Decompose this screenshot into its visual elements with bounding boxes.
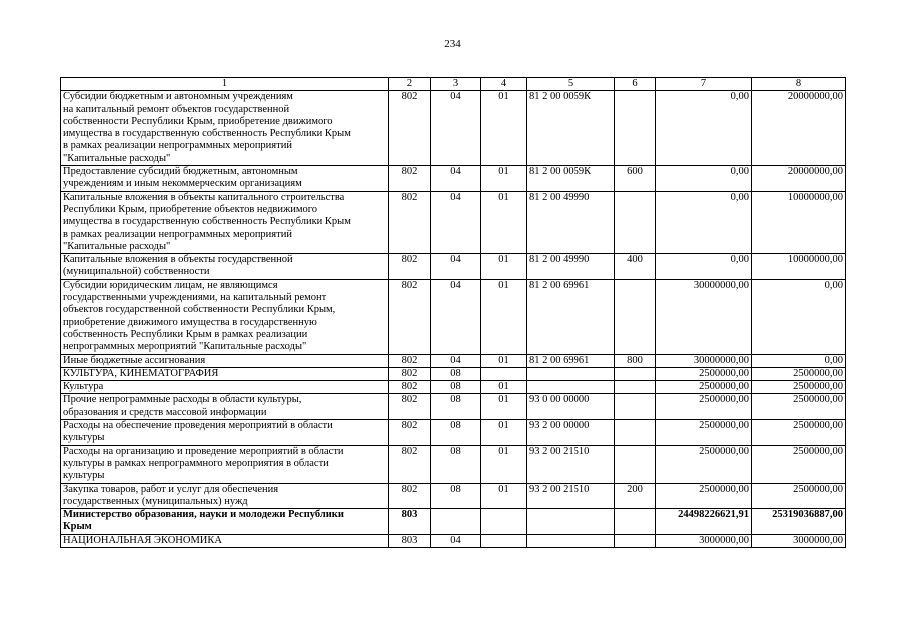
row-section: 04 [431,254,481,280]
row-ministry-code: 802 [389,191,431,253]
row-amount-col7: 30000000,00 [656,354,752,367]
row-target-article [527,367,615,380]
row-subsection: 01 [481,483,527,509]
header-cell: 4 [481,78,527,91]
row-expense-type: 400 [615,254,656,280]
row-amount-col8: 20000000,00 [752,91,846,166]
row-amount-col8: 2500000,00 [752,394,846,420]
row-subsection: 01 [481,420,527,446]
row-amount-col8: 10000000,00 [752,191,846,253]
row-target-article: 81 2 00 69961 [527,354,615,367]
row-name: Закупка товаров, работ и услуг для обеспечения государственных (муниципальных) нужд [61,483,389,509]
table-row [61,394,846,420]
row-amount-col7: 0,00 [656,254,752,280]
row-target-article: 81 2 00 0059К [527,166,615,192]
row-amount-col8: 20000000,00 [752,166,846,192]
row-amount-col8: 2500000,00 [752,420,846,446]
row-amount-col8: 0,00 [752,279,846,354]
row-target-article [527,381,615,394]
row-ministry-code: 802 [389,483,431,509]
row-expense-type [615,394,656,420]
row-target-article: 93 2 00 21510 [527,445,615,483]
row-name: Капитальные вложения в объекты государственной (муниципальной) собственности [61,254,389,280]
row-subsection: 01 [481,254,527,280]
budget-table [60,77,846,548]
row-amount-col8: 25319036887,00 [752,509,846,535]
row-expense-type [615,381,656,394]
row-name: Прочие непрограммные расходы в области культуры, образования и средств массовой информации [61,394,389,420]
row-name: КУЛЬТУРА, КИНЕМАТОГРАФИЯ [61,367,389,380]
row-name: Субсидии бюджетным и автономным учреждениям на капитальный ремонт объектов государственной собственности Республики Крым, приобретение движимого имущества в государственную собственность Республики Крым в рамках реализации непрограммных мероприятий "Капитальные расходы" [61,91,389,166]
row-subsection [481,367,527,380]
row-section: 08 [431,420,481,446]
row-amount-col8: 0,00 [752,354,846,367]
row-target-article: 81 2 00 69961 [527,279,615,354]
row-section: 08 [431,381,481,394]
header-row [61,78,846,91]
row-ministry-code: 803 [389,509,431,535]
row-expense-type [615,420,656,446]
row-section: 04 [431,534,481,547]
row-amount-col7: 2500000,00 [656,483,752,509]
row-amount-col8: 2500000,00 [752,445,846,483]
row-amount-col7: 0,00 [656,191,752,253]
row-amount-col7: 0,00 [656,91,752,166]
row-name: Субсидии юридическим лицам, не являющимся государственными учреждениями, на капитальный ремонт объектов государственной собственности Республики Крым, приобретение движимого имущества в государственную собственность Республики Крым в рамках реализации непрограммных мероприятий "Капитальные расходы" [61,279,389,354]
table-row [61,254,846,280]
header-cell: 7 [656,78,752,91]
row-ministry-code: 802 [389,166,431,192]
row-name: Предоставление субсидий бюджетным, автономным учреждениям и иным некоммерческим организациям [61,166,389,192]
row-section: 08 [431,367,481,380]
row-ministry-code: 802 [389,279,431,354]
row-section: 04 [431,191,481,253]
row-expense-type [615,509,656,535]
row-subsection: 01 [481,191,527,253]
table-row [61,367,846,380]
row-target-article [527,534,615,547]
row-expense-type: 800 [615,354,656,367]
row-section: 08 [431,394,481,420]
row-amount-col8: 3000000,00 [752,534,846,547]
header-cell: 1 [61,78,389,91]
table-row [61,91,846,166]
row-subsection: 01 [481,381,527,394]
table-row [61,381,846,394]
row-target-article: 93 2 00 21510 [527,483,615,509]
row-subsection [481,509,527,535]
row-target-article: 81 2 00 49990 [527,191,615,253]
row-name: Расходы на обеспечение проведения мероприятий в области культуры [61,420,389,446]
row-amount-col7: 2500000,00 [656,394,752,420]
row-target-article: 93 2 00 00000 [527,420,615,446]
row-amount-col7: 2500000,00 [656,367,752,380]
row-expense-type [615,534,656,547]
table-row [61,279,846,354]
row-amount-col7: 24498226621,91 [656,509,752,535]
table-row [61,166,846,192]
row-ministry-code: 803 [389,534,431,547]
row-expense-type: 200 [615,483,656,509]
row-section: 04 [431,279,481,354]
row-subsection [481,534,527,547]
row-target-article: 81 2 00 0059К [527,91,615,166]
row-subsection: 01 [481,166,527,192]
row-section: 08 [431,445,481,483]
page-number: 234 [444,38,461,50]
table-row [61,445,846,483]
row-ministry-code: 802 [389,420,431,446]
header-cell: 8 [752,78,846,91]
header-cell: 6 [615,78,656,91]
row-section [431,509,481,535]
row-ministry-code: 802 [389,91,431,166]
header-cell: 5 [527,78,615,91]
row-amount-col7: 3000000,00 [656,534,752,547]
row-target-article: 93 0 00 00000 [527,394,615,420]
row-expense-type: 600 [615,166,656,192]
row-amount-col8: 2500000,00 [752,381,846,394]
row-expense-type [615,191,656,253]
row-section: 04 [431,166,481,192]
row-amount-col8: 10000000,00 [752,254,846,280]
row-amount-col7: 0,00 [656,166,752,192]
row-name: Расходы на организацию и проведение мероприятий в области культуры в рамках непрограммного мероприятия в области культуры [61,445,389,483]
row-expense-type [615,91,656,166]
row-subsection: 01 [481,279,527,354]
row-name: Капитальные вложения в объекты капитального строительства Республики Крым, приобретение объектов недвижимого имущества в государственную собственность Республики Крым в рамках реализации непрограммных мероприятий "Капитальные расходы" [61,191,389,253]
row-ministry-code: 802 [389,254,431,280]
row-subsection: 01 [481,354,527,367]
row-ministry-code: 802 [389,367,431,380]
row-ministry-code: 802 [389,354,431,367]
table-row [61,509,846,535]
row-ministry-code: 802 [389,381,431,394]
row-ministry-code: 802 [389,445,431,483]
row-amount-col7: 30000000,00 [656,279,752,354]
table-row [61,420,846,446]
table-row [61,354,846,367]
row-name: Культура [61,381,389,394]
table-row [61,534,846,547]
row-ministry-code: 802 [389,394,431,420]
row-name: Иные бюджетные ассигнования [61,354,389,367]
row-target-article: 81 2 00 49990 [527,254,615,280]
row-expense-type [615,367,656,380]
row-amount-col7: 2500000,00 [656,420,752,446]
row-subsection: 01 [481,445,527,483]
row-target-article [527,509,615,535]
row-amount-col8: 2500000,00 [752,367,846,380]
header-cell: 3 [431,78,481,91]
row-expense-type [615,445,656,483]
header-cell: 2 [389,78,431,91]
row-amount-col8: 2500000,00 [752,483,846,509]
table-row [61,191,846,253]
row-name: Министерство образования, науки и молодежи Республики Крым [61,509,389,535]
row-amount-col7: 2500000,00 [656,381,752,394]
row-section: 04 [431,91,481,166]
row-name: НАЦИОНАЛЬНАЯ ЭКОНОМИКА [61,534,389,547]
row-amount-col7: 2500000,00 [656,445,752,483]
row-subsection: 01 [481,394,527,420]
row-section: 04 [431,354,481,367]
row-subsection: 01 [481,91,527,166]
row-section: 08 [431,483,481,509]
row-expense-type [615,279,656,354]
table-row [61,483,846,509]
